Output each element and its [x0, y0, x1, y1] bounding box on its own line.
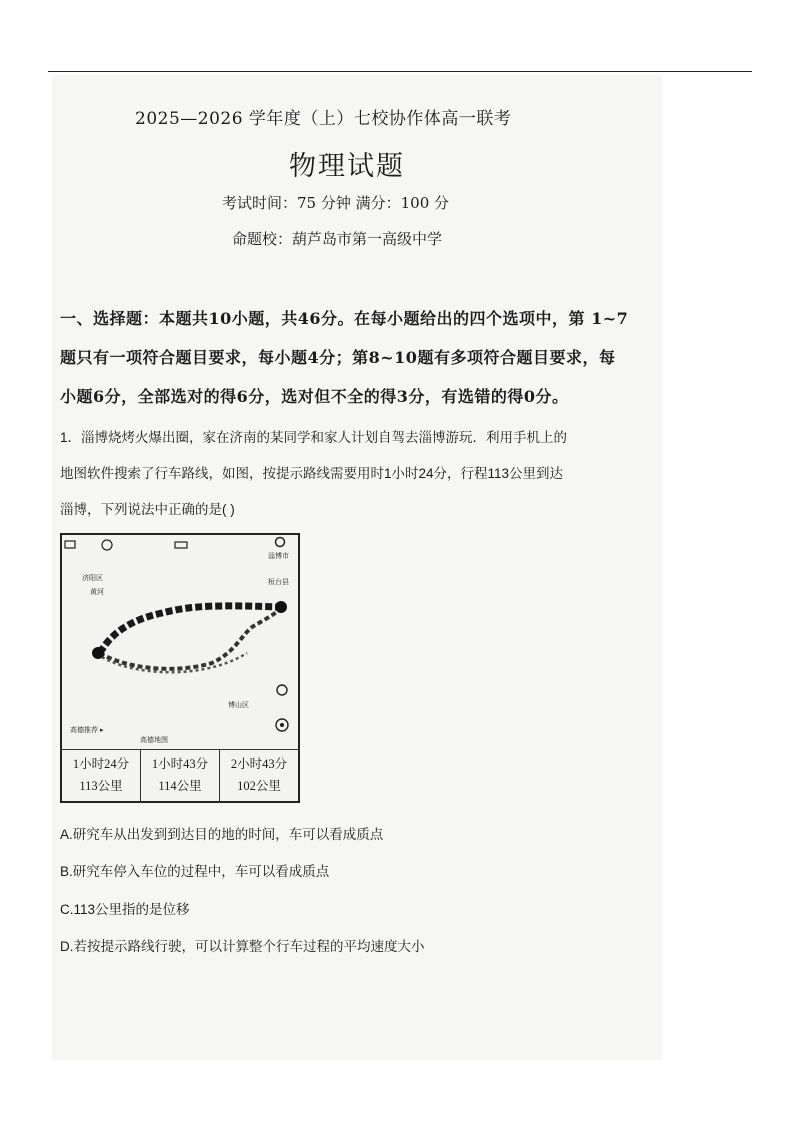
- alternate-route-line: [100, 609, 280, 669]
- search-icon: [276, 538, 285, 547]
- route-option-2-distance: 114公里: [158, 779, 202, 793]
- map-label-district: 博山区: [228, 702, 249, 709]
- route-map-figure: [60, 533, 300, 803]
- start-marker-icon: [92, 647, 104, 659]
- route-options-table: [62, 749, 298, 802]
- map-label-alt: 高德地图: [140, 737, 168, 744]
- map-label-start-area: 济阳区: [82, 575, 103, 582]
- top-rule: [48, 71, 752, 72]
- traffic-icon: [175, 542, 187, 548]
- primary-route-line: [100, 606, 280, 653]
- exam-name: 2025—2026 学年度（上）七校协作体高一联考: [135, 109, 512, 129]
- route-option-3[interactable]: [219, 750, 298, 802]
- question-stem-line-3: 淄博，下列说法中正确的是( ): [60, 502, 235, 517]
- map-label-right-city: 桓台县: [268, 579, 289, 586]
- refresh-icon: [277, 685, 287, 695]
- route-option-2[interactable]: [140, 750, 219, 802]
- map-label-recommend: 高德推荐 ▸: [70, 727, 104, 734]
- option-d: D.若按提示路线行驶，可以计算整个行车过程的平均速度大小: [60, 939, 425, 954]
- setter-school: 命题校：葫芦岛市第一高级中学: [232, 230, 443, 248]
- route-option-1[interactable]: [62, 750, 140, 802]
- question-stem-line-2: 地图软件搜索了行车路线，如图，按提示路线需要用时1小时24分，行程113公里到达: [60, 466, 564, 481]
- section-instruction-line-1: 一、选择题：本题共10小题，共46分。在每小题给出的四个选项中，第 1~7: [60, 309, 629, 328]
- option-a: A.研究车从出发到到达目的地的时间，车可以看成质点: [60, 827, 384, 842]
- map-label-top-right: 淄博市: [268, 553, 289, 560]
- route-option-3-time: 2小时43分: [230, 757, 288, 771]
- locate-dot-icon: [280, 723, 284, 727]
- option-b: B.研究车停入车位的过程中，车可以看成质点: [60, 864, 330, 879]
- question-stem-line-1: 1．淄博烧烤火爆出圈，家在济南的某同学和家人计划自驾去淄博游玩．利用手机上的: [60, 430, 568, 445]
- compass-icon: [102, 540, 112, 550]
- subject-title: 物理试题: [289, 151, 405, 182]
- map-drawing: [62, 535, 298, 749]
- route-option-2-time: 1小时43分: [151, 757, 209, 771]
- section-instruction-line-2: 题只有一项符合题目要求，每小题4分；第8~10题有多项符合题目要求，每: [60, 348, 616, 367]
- route-option-1-time: 1小时24分: [72, 757, 130, 771]
- layers-icon: [65, 541, 75, 548]
- end-marker-icon: [275, 601, 287, 613]
- exam-time-score: 考试时间：75 分钟 满分：100 分: [222, 194, 450, 212]
- route-option-3-distance: 102公里: [237, 779, 281, 793]
- route-option-1-distance: 113公里: [79, 779, 123, 793]
- option-c: C.113公里指的是位移: [60, 902, 190, 917]
- map-label-river: 黄河: [90, 589, 104, 596]
- section-instruction-line-3: 小题6分，全部选对的得6分，选对但不全的得3分，有选错的得0分。: [60, 387, 569, 406]
